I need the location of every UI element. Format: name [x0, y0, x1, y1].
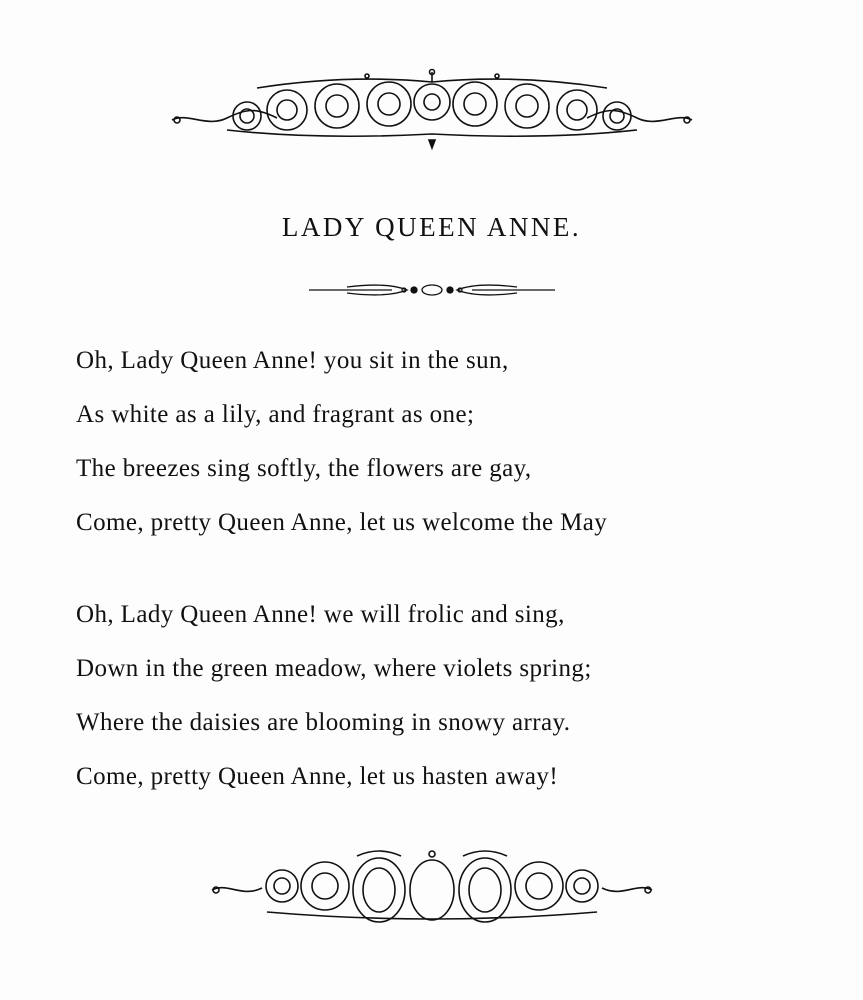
- poem-line: Come, pretty Queen Anne, let us hasten away!: [76, 763, 559, 790]
- stanza-1: [76, 334, 607, 550]
- stanza-2: [76, 588, 592, 804]
- poem-line: The breezes sing softly, the flowers are gay,: [76, 455, 532, 482]
- poem-line: Where the daisies are blooming in snowy array.: [76, 709, 571, 736]
- divider-flourish-icon: [0, 280, 863, 300]
- poem-line: As white as a lily, and fragrant as one;: [76, 401, 475, 428]
- poem-line: Oh, Lady Queen Anne! you sit in the sun,: [76, 347, 509, 374]
- poem-line: Oh, Lady Queen Anne! we will frolic and sing,: [76, 601, 565, 628]
- poem-line: Come, pretty Queen Anne, let us welcome the May: [76, 509, 608, 536]
- poem-title: LADY QUEEN ANNE.: [281, 212, 582, 242]
- poem-line: Down in the green meadow, where violets spring;: [76, 655, 592, 682]
- bottom-scroll-ornament-icon: [0, 846, 863, 926]
- top-scroll-ornament-icon: [0, 68, 863, 154]
